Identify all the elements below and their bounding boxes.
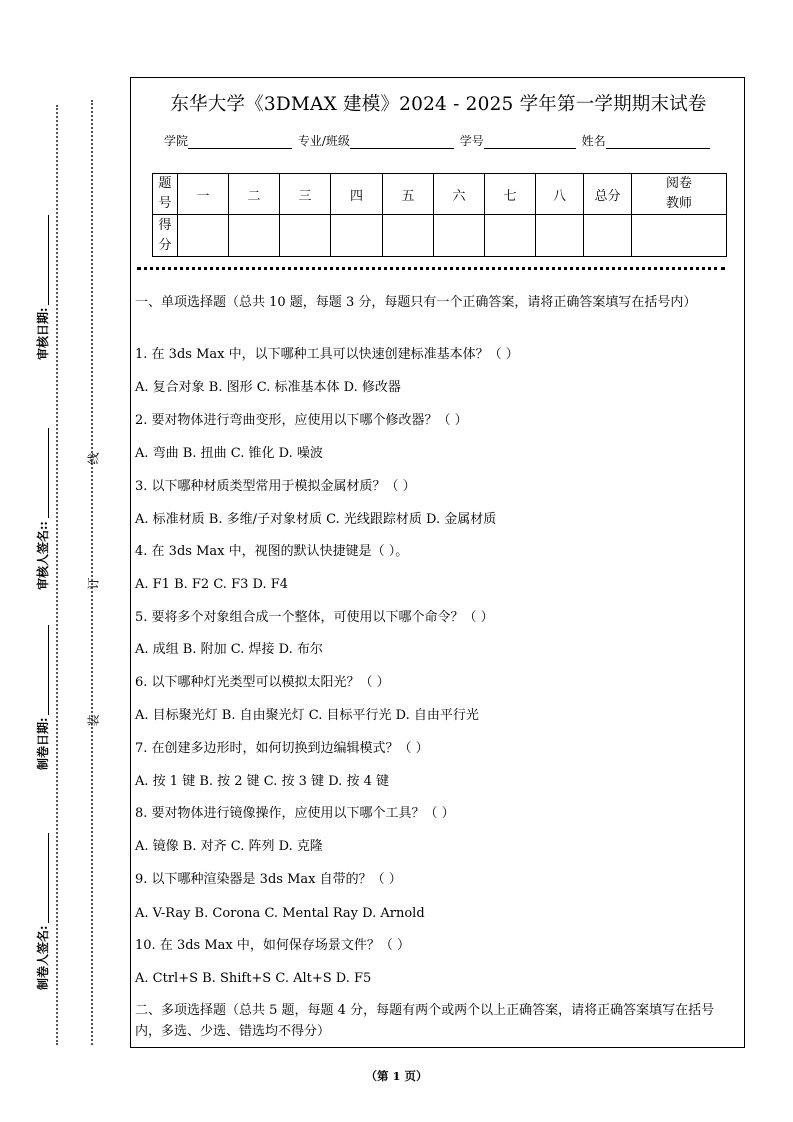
paper-sign-blank[interactable] <box>38 833 49 923</box>
binding-dotted-line-outer <box>56 105 58 1045</box>
col-header: 总分 <box>584 174 632 215</box>
question-1: 1. 在 3ds Max 中，以下哪种工具可以快速创建标准基本体？（ ） <box>135 347 519 362</box>
binding-char-zhuang: 装 <box>86 714 101 727</box>
exam-title: 东华大学《3DMAX 建模》2024 - 2025 学年第一学期期末试卷 <box>170 94 707 115</box>
row-label-number: 题 号 <box>153 174 178 215</box>
review-date-label: 审核日期: <box>34 215 51 360</box>
question-2: 2. 要对物体进行弯曲变形，应使用以下哪个修改器？（ ） <box>135 413 468 428</box>
binding-char-ding: 订 <box>86 577 101 590</box>
question-10: 10. 在 3ds Max 中，如何保存场景文件？（ ） <box>135 938 410 953</box>
review-date-blank[interactable] <box>38 215 49 305</box>
section-divider <box>137 267 725 270</box>
col-header: 一 <box>178 174 229 215</box>
score-cell[interactable] <box>280 215 331 257</box>
score-cell[interactable] <box>485 215 536 257</box>
score-cell[interactable] <box>229 215 280 257</box>
student-id-field[interactable] <box>484 136 576 149</box>
score-table-header-row <box>153 174 727 215</box>
options-6: A. 目标聚光灯 B. 自由聚光灯 C. 目标平行光 D. 自由平行光 <box>135 708 479 723</box>
name-field[interactable] <box>606 136 710 149</box>
options-2: A. 弯曲 B. 扭曲 C. 锥化 D. 噪波 <box>135 446 323 461</box>
options-4: A. F1 B. F2 C. F3 D. F4 <box>135 577 289 592</box>
major-field[interactable] <box>350 136 454 149</box>
options-5: A. 成组 B. 附加 C. 焊接 D. 布尔 <box>135 642 323 657</box>
score-cell[interactable] <box>331 215 383 257</box>
options-9: A. V-Ray B. Corona C. Mental Ray D. Arnold <box>135 906 425 921</box>
options-8: A. 镜像 B. 对齐 C. 阵列 D. 克隆 <box>135 839 323 854</box>
college-field[interactable] <box>188 136 292 149</box>
score-cell[interactable] <box>383 215 434 257</box>
question-7: 7. 在创建多边形时，如何切换到边编辑模式？（ ） <box>135 741 429 756</box>
options-10: A. Ctrl+S B. Shift+S C. Alt+S D. F5 <box>135 971 372 986</box>
col-header: 六 <box>434 174 485 215</box>
paper-date-blank[interactable] <box>38 625 49 715</box>
paper-sign-label: 制卷人签名: <box>34 833 51 990</box>
student-id-label: 学号 <box>459 134 484 148</box>
score-cell[interactable] <box>434 215 485 257</box>
section2-heading: 二、多项选择题（总共 5 题，每题 4 分，每题有两个或两个以上正确答案，请将正确答案填写在括号内，多选、少选、错选均不得分） <box>135 1003 715 1039</box>
col-header: 三 <box>280 174 331 215</box>
name-label: 姓名 <box>581 134 606 148</box>
options-3: A. 标准材质 B. 多维/子对象材质 C. 光线跟踪材质 D. 金属材质 <box>135 512 497 527</box>
question-9: 9. 以下哪种渲染器是 3ds Max 自带的？（ ） <box>135 872 402 887</box>
question-6: 6. 以下哪种灯光类型可以模拟太阳光？（ ） <box>135 675 390 690</box>
question-3: 3. 以下哪种材质类型常用于模拟金属材质？（ ） <box>135 479 416 494</box>
reviewer-sign-label: 审核人签名:: <box>34 428 51 590</box>
question-8: 8. 要对物体进行镜像操作，应使用以下哪个工具？（ ） <box>135 806 455 821</box>
reviewer-header: 阅卷 教师 <box>632 174 727 215</box>
row-label-score: 得 分 <box>153 215 178 257</box>
binding-dotted-line-inner <box>91 100 93 1045</box>
score-cell[interactable] <box>178 215 229 257</box>
question-5: 5. 要将多个对象组合成一个整体，可使用以下哪个命令？（ ） <box>135 610 494 625</box>
score-table <box>152 173 727 257</box>
page-number: （第 1 页） <box>365 1069 428 1083</box>
paper-date-label: 制卷日期: <box>34 625 51 770</box>
options-7: A. 按 1 键 B. 按 2 键 C. 按 3 键 D. 按 4 键 <box>135 774 389 789</box>
score-cell[interactable] <box>584 215 632 257</box>
college-label: 学院 <box>164 134 189 148</box>
col-header: 五 <box>383 174 434 215</box>
col-header: 七 <box>485 174 536 215</box>
section1-heading: 一、单项选择题（总共 10 题，每题 3 分，每题只有一个正确答案，请将正确答案填写在括号内） <box>135 295 697 310</box>
student-info-row <box>164 132 712 149</box>
score-table-score-row <box>153 215 727 257</box>
score-cell[interactable] <box>536 215 584 257</box>
col-header: 二 <box>229 174 280 215</box>
binding-char-xian: 线 <box>86 452 101 465</box>
reviewer-sign-blank[interactable] <box>38 428 49 518</box>
exam-frame <box>130 77 745 1048</box>
major-label: 专业/班级 <box>297 134 350 148</box>
reviewer-cell[interactable] <box>632 215 727 257</box>
col-header: 四 <box>331 174 383 215</box>
col-header: 八 <box>536 174 584 215</box>
question-4: 4. 在 3ds Max 中，视图的默认快捷键是（ ）。 <box>135 544 409 559</box>
options-1: A. 复合对象 B. 图形 C. 标准基本体 D. 修改器 <box>135 380 401 395</box>
